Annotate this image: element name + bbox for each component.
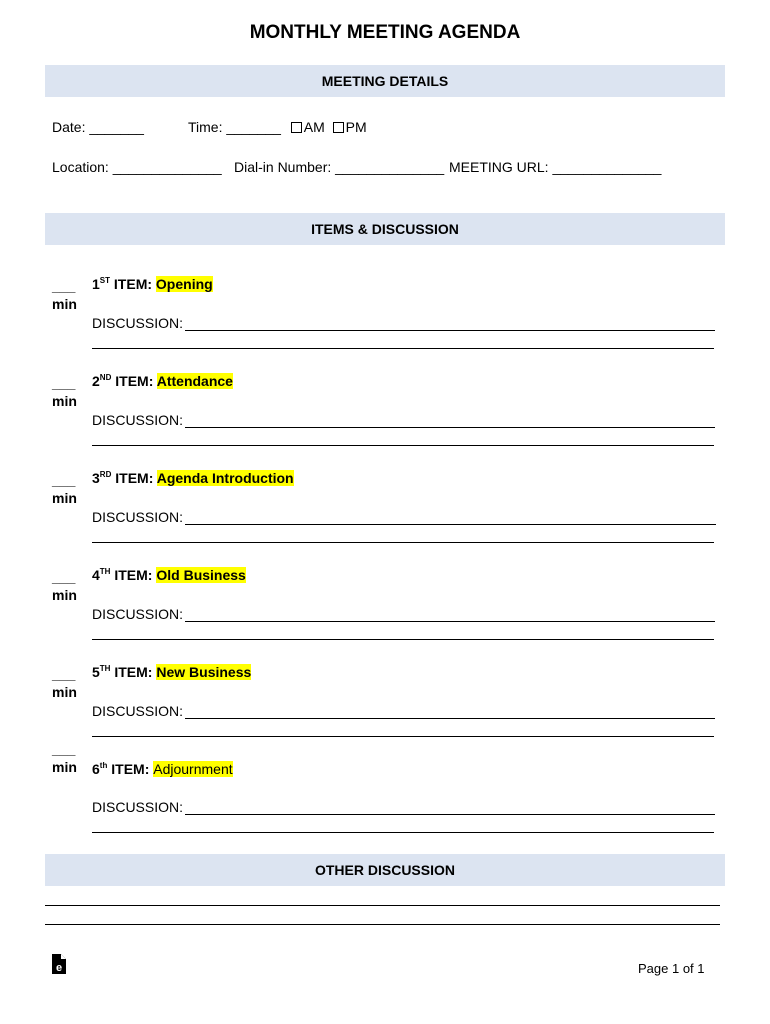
location-field[interactable]: Location: ______________ bbox=[52, 159, 222, 175]
am-checkbox[interactable] bbox=[291, 122, 302, 133]
discussion-line[interactable] bbox=[92, 736, 714, 737]
meeting-details-header: MEETING DETAILS bbox=[45, 65, 725, 97]
eforms-logo-icon bbox=[51, 953, 67, 975]
discussion-label: DISCUSSION: bbox=[92, 412, 184, 428]
agenda-item bbox=[0, 373, 770, 463]
item-heading: 1ST ITEM: Opening bbox=[92, 276, 213, 292]
time-field[interactable] bbox=[188, 119, 367, 135]
svg-text:e: e bbox=[55, 962, 63, 974]
item-heading: 4TH ITEM: Old Business bbox=[92, 567, 246, 583]
item-heading: 2ND ITEM: Attendance bbox=[92, 373, 233, 389]
item-name: Old Business bbox=[156, 567, 246, 583]
date-field[interactable]: Date: _______ bbox=[52, 119, 144, 135]
minutes-field[interactable]: ___ min bbox=[52, 741, 77, 775]
item-name: Attendance bbox=[156, 373, 233, 389]
discussion-label: DISCUSSION: bbox=[92, 606, 184, 622]
other-discussion-line[interactable] bbox=[45, 924, 720, 925]
other-discussion-line[interactable] bbox=[45, 905, 720, 906]
discussion-line[interactable] bbox=[185, 621, 715, 622]
discussion-line[interactable] bbox=[92, 542, 714, 543]
discussion-label: DISCUSSION: bbox=[92, 509, 184, 525]
item-heading: 3RD ITEM: Agenda Introduction bbox=[92, 470, 294, 486]
item-heading: 5TH ITEM: New Business bbox=[92, 664, 252, 680]
document-title: MONTHLY MEETING AGENDA bbox=[249, 22, 521, 43]
discussion-line[interactable] bbox=[185, 814, 715, 815]
agenda-item bbox=[0, 567, 770, 657]
minutes-field[interactable]: ___ min bbox=[52, 278, 77, 312]
agenda-item bbox=[0, 470, 770, 560]
dialin-field[interactable]: Dial-in Number: ______________ bbox=[234, 159, 445, 175]
discussion-label: DISCUSSION: bbox=[92, 315, 184, 331]
discussion-line[interactable] bbox=[92, 348, 714, 349]
agenda-item bbox=[0, 276, 770, 366]
discussion-line[interactable] bbox=[185, 330, 715, 331]
discussion-line[interactable] bbox=[185, 524, 716, 525]
discussion-line[interactable] bbox=[185, 427, 715, 428]
minutes-field[interactable]: ___ min bbox=[52, 569, 77, 603]
items-discussion-header: ITEMS & DISCUSSION bbox=[45, 213, 725, 245]
page-number: Page 1 of 1 bbox=[638, 961, 705, 976]
item-name: Agenda Introduction bbox=[156, 470, 294, 486]
am-label: AM bbox=[303, 119, 325, 135]
item-name: Opening bbox=[155, 276, 213, 292]
agenda-item bbox=[0, 740, 770, 830]
meeting-url-field[interactable]: MEETING URL: ______________ bbox=[449, 159, 662, 175]
discussion-line[interactable] bbox=[185, 718, 715, 719]
pm-label: PM bbox=[345, 119, 367, 135]
item-name: New Business bbox=[156, 664, 252, 680]
discussion-label: DISCUSSION: bbox=[92, 799, 184, 815]
minutes-field[interactable]: ___ min bbox=[52, 666, 77, 700]
discussion-line[interactable] bbox=[92, 832, 714, 833]
discussion-line[interactable] bbox=[92, 639, 714, 640]
minutes-field[interactable]: ___ min bbox=[52, 472, 77, 506]
discussion-line[interactable] bbox=[92, 445, 714, 446]
minutes-field[interactable]: ___ min bbox=[52, 375, 77, 409]
time-label: Time: _______ bbox=[188, 119, 281, 135]
other-discussion-header: OTHER DISCUSSION bbox=[45, 854, 725, 886]
item-heading: 6th ITEM: Adjournment bbox=[92, 761, 233, 777]
pm-checkbox[interactable] bbox=[333, 122, 344, 133]
item-name: Adjournment bbox=[153, 761, 233, 777]
discussion-label: DISCUSSION: bbox=[92, 703, 184, 719]
